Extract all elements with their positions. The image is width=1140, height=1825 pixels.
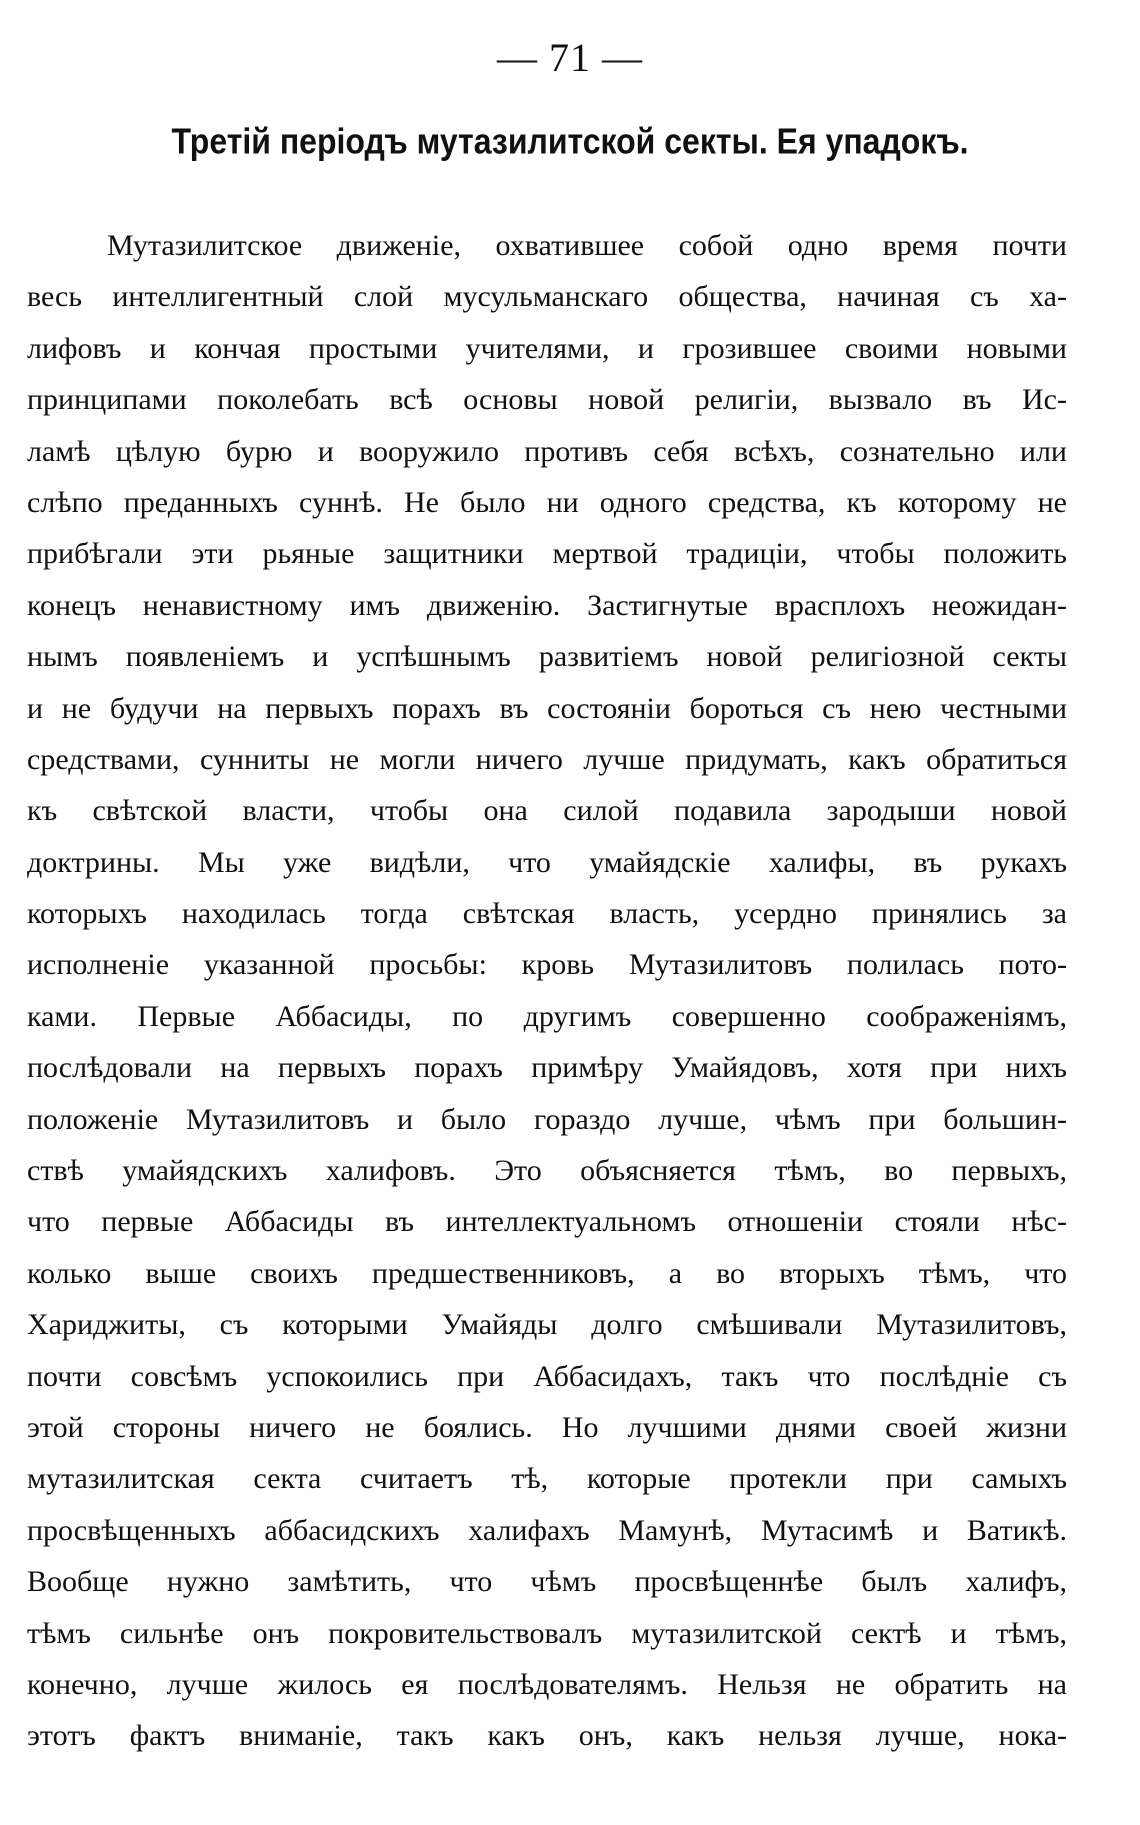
paragraph-line: нымъ появленіемъ и успѣшнымъ развитіемъ новой религіозной секты <box>27 640 1067 674</box>
paragraph-line: колько выше своихъ предшественниковъ, а во вторыхъ тѣмъ, что <box>27 1256 1067 1290</box>
paragraph-line: Хариджиты, съ которыми Умайяды долго смѣшивали Мутазилитовъ, <box>27 1308 1067 1342</box>
paragraph-line: слѣпо преданныхъ суннѣ. Не было ни одного средства, къ которому не <box>27 485 1067 519</box>
paragraph-line: ствѣ умайядскихъ халифовъ. Это объясняется тѣмъ, во первыхъ, <box>27 1154 1067 1188</box>
paragraph-line: просвѣщенныхъ аббасидскихъ халифахъ Мамунѣ, Мутасимѣ и Ватикѣ. <box>27 1513 1067 1547</box>
paragraph-line: и не будучи на первыхъ порахъ въ состояніи бороться съ нею честными <box>27 691 1067 725</box>
paragraph-line: прибѣгали эти рьяные защитники мертвой традиціи, чтобы положить <box>27 537 1067 571</box>
paragraph-line: къ свѣтской власти, чтобы она силой подавила зародыши новой <box>27 794 1067 828</box>
paragraph-line: тѣмъ сильнѣе онъ покровительствовалъ мутазилитской сектѣ и тѣмъ, <box>27 1616 1067 1650</box>
paragraph-line: ламѣ цѣлую бурю и вооружило противъ себя всѣхъ, сознательно или <box>27 434 1067 468</box>
paragraph-line: этотъ фактъ вниманіе, такъ какъ онъ, какъ нельзя лучше, нока- <box>27 1719 1067 1753</box>
page-number: — 71 — <box>497 35 643 80</box>
paragraph-line: Мутазилитское движеніе, охватившее собой одно время почти <box>107 229 1067 262</box>
paragraph-line: доктрины. Мы уже видѣли, что умайядскіе халифы, въ рукахъ <box>27 845 1067 879</box>
paragraph-line: мутазилитская секта считаетъ тѣ, которые протекли при самыхъ <box>27 1462 1067 1496</box>
paragraph-line: послѣдовали на первыхъ порахъ примѣру Умайядовъ, хотя при нихъ <box>27 1051 1067 1085</box>
section-heading: Третій періодъ мутазилитской секты. Ея упадокъ. <box>171 120 969 162</box>
paragraph-line: исполненіе указанной просьбы: кровь Мутазилитовъ полилась пото- <box>27 948 1067 982</box>
paragraph-line: конецъ ненавистному имъ движенію. Застигнутые врасплохъ неожидан- <box>27 588 1067 622</box>
paragraph-line: которыхъ находилась тогда свѣтская власть, усердно принялись за <box>27 897 1067 931</box>
paragraph-line: лифовъ и кончая простыми учителями, и грозившее своими новыми <box>27 331 1067 365</box>
paragraph-line: весь интеллигентный слой мусульманскаго общества, начиная съ ха- <box>27 280 1067 314</box>
paragraph-line: средствами, сунниты не могли ничего лучше придумать, какъ обратиться <box>27 742 1067 776</box>
paragraph-line: этой стороны ничего не боялись. Но лучшими днями своей жизни <box>27 1410 1067 1444</box>
paragraph-line: что первые Аббасиды въ интеллектуальномъ отношеніи стояли нѣс- <box>27 1205 1067 1239</box>
paragraph-line: Вообще нужно замѣтить, что чѣмъ просвѣщеннѣе былъ халифъ, <box>27 1565 1067 1599</box>
paragraph-line: конечно, лучше жилось ея послѣдователямъ. Нельзя не обратить на <box>27 1667 1067 1701</box>
paragraph-line: почти совсѣмъ успокоились при Аббасидахъ, такъ что послѣдніе съ <box>27 1359 1067 1393</box>
paragraph <box>27 220 1067 1762</box>
paragraph-line: принципами поколебать всѣ основы новой религіи, вызвало въ Ис- <box>27 383 1067 417</box>
paragraph-line: ками. Первые Аббасиды, по другимъ совершенно соображеніямъ, <box>27 999 1067 1033</box>
paragraph-line: положеніе Мутазилитовъ и было гораздо лучше, чѣмъ при большин- <box>27 1102 1067 1136</box>
